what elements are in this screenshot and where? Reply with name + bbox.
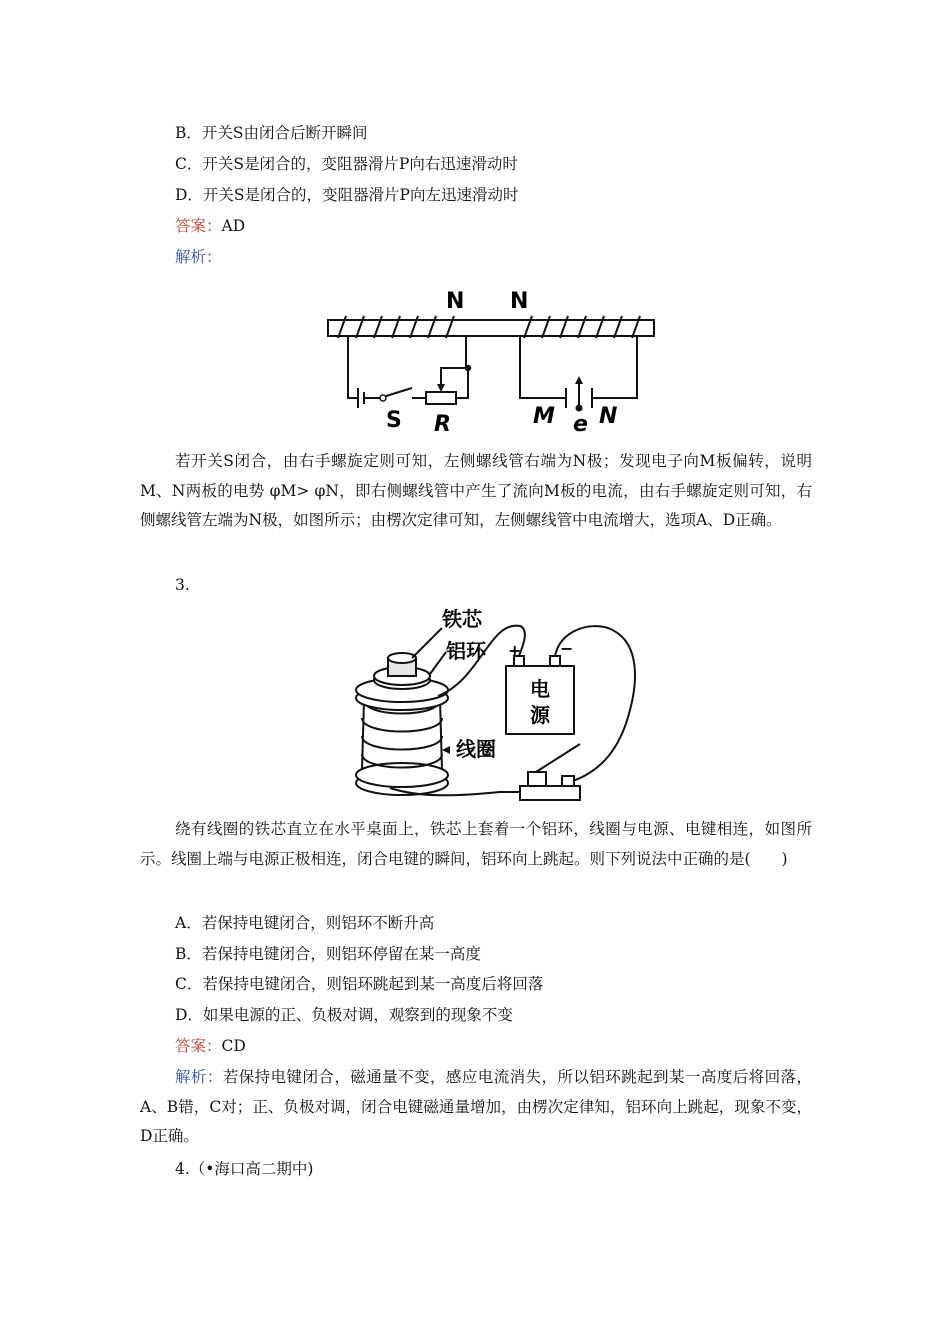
q2-answer [175,214,847,238]
q2-option-c: C．开关S是闭合的，变阻器滑片P向右迅速滑动时 [175,155,518,173]
q3-option-d: D．如果电源的正、负极对调，观察到的现象不变 [175,1006,513,1024]
q2-explanation: 若开关S闭合，由右手螺旋定则可知，左侧螺线管右端为N极；发现电子向M板偏转，说明M、N两板的电势 φM> φN，即右侧螺线管中产生了流向M板的电流，由右手螺旋定则可知，右侧螺线管左端为N极，如图所示；由楞次定律可知，左侧螺线管中电流增大，选项A、D正确。 [140,452,812,529]
q2-option-d: D．开关S是闭合的，变阻器滑片P向左迅速滑动时 [175,186,519,204]
label-n-left: N [446,289,465,314]
label-n-plate: N [599,404,618,429]
label-core: 铁芯 [442,607,482,631]
q4-header: 4.（•海口高二期中) [175,1160,314,1178]
solenoid-circuit-figure [320,282,665,440]
answer-value: AD [221,217,246,235]
label-minus: − [560,639,574,658]
q3-option-c: C．若保持电键闭合，则铝环跳起到某一高度后将回落 [175,975,544,993]
answer-value: CD [221,1037,246,1055]
analysis-label: 解析： [175,1068,223,1086]
q3-number: 3. [175,576,190,594]
q3-option-a: A．若保持电键闭合，则铝环不断升高 [175,914,435,932]
q3-answer [175,1034,847,1058]
label-n-right: N [510,289,529,314]
q3-option-b: B．若保持电键闭合，则铝环停留在某一高度 [175,945,481,963]
label-e: e [573,412,588,437]
label-source-2: 源 [530,703,550,727]
q2-option-b: B．开关S由闭合后断开瞬间 [175,124,368,142]
label-r: R [434,412,451,437]
label-source-1: 电 [530,677,550,701]
iron-core-coil-figure [350,600,640,812]
answer-label: 答案： [175,217,222,235]
q2-analysis-label: 解析： [175,248,222,266]
explanation-text: 若保持电键闭合，磁通量不变，感应电流消失，所以铝环跳起到某一高度后将回落，A、B错，C对；正、负极对调，闭合电键磁通量增加，由楞次定律知，铝环向上跳起，现象不变，D正确。 [140,1068,812,1145]
label-ring: 铝环 [446,639,486,663]
answer-label: 答案： [175,1037,222,1055]
label-m: M [533,404,555,429]
label-coil: 线圈 [456,737,496,761]
label-s: S [386,408,402,433]
label-plus: + [508,641,522,660]
q3-stem: 绕有线圈的铁芯直立在水平桌面上，铁芯上套着一个铝环，线圈与电源、电键相连，如图所示。线圈上端与电源正极相连，闭合电键的瞬间，铝环向上跳起。则下列说法中正确的是( ) [140,820,812,868]
q3-explanation [140,1063,812,1152]
